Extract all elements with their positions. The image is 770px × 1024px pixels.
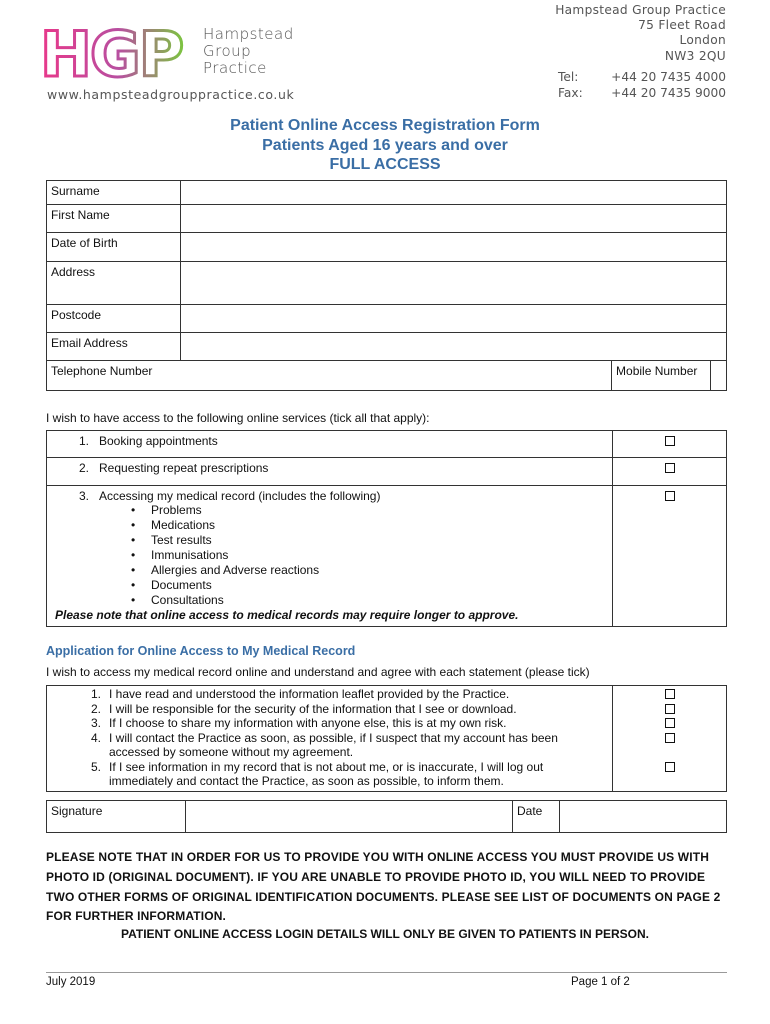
- login-notice: PATIENT ONLINE ACCESS LOGIN DETAILS WILL ONLY BE GIVEN TO PATIENTS IN PERSON.: [120, 927, 650, 941]
- telephone-number: +44 20 7435 4000: [611, 70, 726, 84]
- services-intro: I wish to have access to the following online services (tick all that apply):: [46, 411, 430, 425]
- approval-note: Please note that online access to medical records may require longer to approve.: [55, 608, 519, 622]
- logo-words: Hampstead Group Practice: [203, 25, 294, 77]
- checkbox-medical-record[interactable]: [665, 491, 675, 501]
- statement-4: 4. I will contact the Practice as soon, as possible, if I suspect that my account has been accessed by someone without my agreement.: [90, 730, 558, 759]
- footer-date: July 2019: [46, 976, 96, 988]
- fax-number: +44 20 7435 9000: [611, 86, 726, 100]
- statement-3: 3. If I choose to share my information with anyone else, this is at my own risk.: [90, 716, 507, 730]
- date-label: Date: [513, 801, 560, 833]
- service-booking: 1. Booking appointments: [47, 431, 613, 458]
- contact-labels: Tel: Fax:: [558, 70, 583, 100]
- patient-details-table: [46, 180, 727, 391]
- surname-field[interactable]: [181, 181, 727, 205]
- list-item: • Test results: [151, 533, 608, 548]
- website-link: www.hampsteadgrouppractice.co.uk: [47, 87, 295, 102]
- list-item: • Immunisations: [151, 548, 608, 563]
- service-medical-record: 3. Accessing my medical record (includes the following) • Problems • Medications • Test results • Immunisations • Allergies and Adverse reactions • Documents • Consultations Please note that online access to medical records may require longer to approve.: [47, 486, 613, 627]
- checkbox-booking[interactable]: [665, 436, 675, 446]
- hgp-logo: [40, 22, 200, 82]
- agreement-statements: [47, 686, 613, 792]
- list-item: • Allergies and Adverse reactions: [151, 563, 608, 578]
- address-field[interactable]: [181, 262, 727, 305]
- postcode-label: Postcode: [47, 305, 181, 333]
- statement-2: 2. I will be responsible for the security of the information that I see or download.: [90, 701, 517, 716]
- list-item: • Consultations: [151, 593, 608, 608]
- address-label: Address: [47, 262, 181, 305]
- application-intro: I wish to access my medical record online and understand and agree with each statement (please tick): [46, 665, 590, 679]
- statement-1: 1. I have read and understood the information leaflet provided by the Practice.: [90, 687, 510, 701]
- checkbox-prescriptions[interactable]: [665, 463, 675, 473]
- checkbox-statement-5[interactable]: [665, 762, 675, 772]
- page-number: Page 1 of 2: [571, 976, 630, 988]
- checkbox-statement-4[interactable]: [665, 733, 675, 743]
- checkbox-statement-1[interactable]: [665, 689, 675, 699]
- email-label: Email Address: [47, 333, 181, 361]
- photo-id-notice: PLEASE NOTE THAT IN ORDER FOR US TO PROVIDE YOU WITH ONLINE ACCESS YOU MUST PROVIDE US WITH PHOTO ID (ORIGINAL DOCUMENT). IF YOU ARE UNABLE TO PROVIDE PHOTO ID, YOU WILL NEED TO PROVIDE TWO OTHER FORMS OF ORIGINAL IDENTIFICATION DOCUMENTS. PLEASE SEE LIST OF DOCUMENTS ON PAGE 2 FOR FURTHER INFORMATION.: [46, 850, 721, 924]
- list-item: • Medications: [151, 518, 608, 533]
- surname-label: Surname: [47, 181, 181, 205]
- application-heading: Application for Online Access to My Medical Record: [46, 644, 356, 658]
- practice-address: Hampstead Group Practice 75 Fleet Road London NW3 2QU: [555, 3, 726, 63]
- dob-label: Date of Birth: [47, 233, 181, 262]
- list-item: • Documents: [151, 578, 608, 593]
- date-field[interactable]: [560, 801, 727, 833]
- services-table: [46, 430, 727, 627]
- checkbox-statement-3[interactable]: [665, 718, 675, 728]
- service-prescriptions: 2. Requesting repeat prescriptions: [47, 458, 613, 486]
- signature-field[interactable]: [186, 801, 513, 833]
- footer-divider: [46, 972, 727, 973]
- first-name-label: First Name: [47, 205, 181, 233]
- dob-field[interactable]: [181, 233, 727, 262]
- statement-5: 5. If I see information in my record that is not about me, or is inaccurate, I will log out immediately and contact the Practice, as soon as possible, to inform them.: [90, 759, 544, 788]
- telephone-label: Telephone Number: [51, 364, 153, 378]
- form-title: Patient Online Access Registration Form Patients Aged 16 years and over FULL ACCESS: [230, 117, 540, 173]
- signature-table: [46, 800, 727, 833]
- contact-numbers: [611, 69, 726, 101]
- telephone-field[interactable]: [47, 361, 612, 391]
- postcode-field[interactable]: [181, 305, 727, 333]
- agreement-table: [46, 685, 727, 792]
- first-name-field[interactable]: [181, 205, 727, 233]
- list-item: • Problems: [151, 503, 608, 518]
- signature-label: Signature: [47, 801, 186, 833]
- record-items-list: [51, 503, 608, 608]
- email-field[interactable]: [181, 333, 727, 361]
- svg-text:HGP: HGP: [40, 22, 183, 82]
- mobile-label: Mobile Number: [612, 361, 711, 391]
- checkbox-statement-2[interactable]: [665, 704, 675, 714]
- mobile-field[interactable]: [711, 361, 727, 391]
